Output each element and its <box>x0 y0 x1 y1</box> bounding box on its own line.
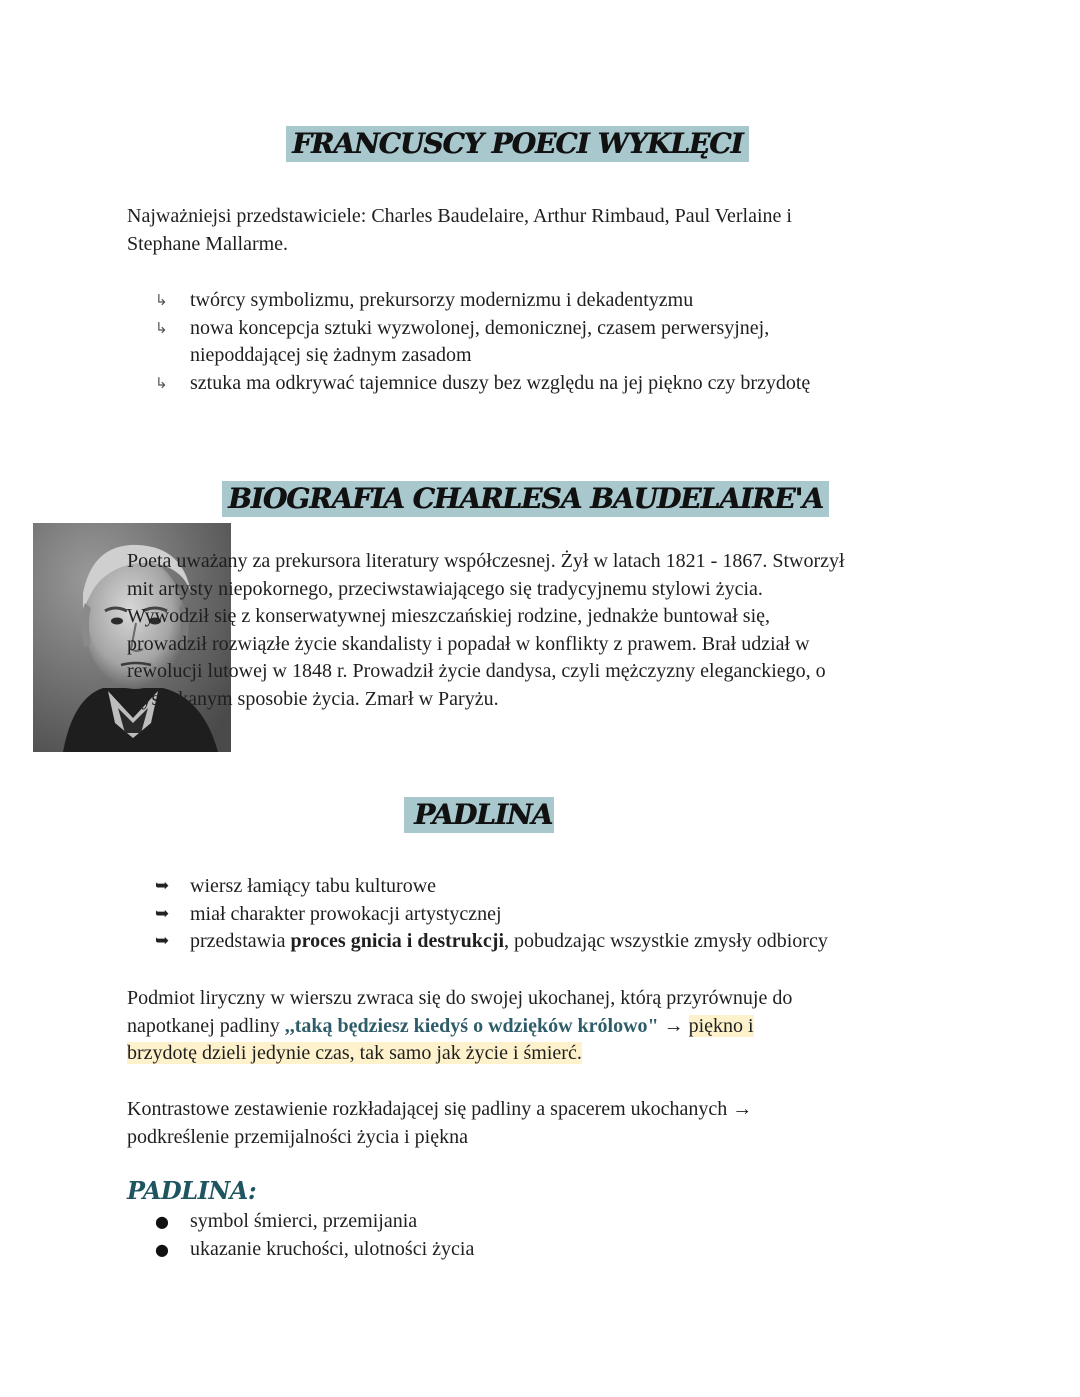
list-item-text: ukazanie kruchości, ulotności życia <box>190 1237 475 1260</box>
padlina-paragraph-1 <box>127 985 1027 1068</box>
list-item-text-end: , pobudzając wszystkie zmysły odbiorcy <box>504 930 828 952</box>
padlina-paragraph-2 <box>127 1096 1027 1151</box>
biography-line: Wywodził się z konserwatywnej mieszczańskiej rodzine, jednakże buntował się, <box>127 605 771 627</box>
list-item <box>127 315 1007 370</box>
biography-line: prowadził rozwiązłe życie skandalisty i popadał w konflikty z prawem. Brał udział w <box>127 632 810 655</box>
list-item-text: nowa koncepcja sztuki wyzwolonej, demonicznej, czasem perwersyjnej, <box>190 316 770 339</box>
representatives-line-2: Stephane Mallarme. <box>127 232 289 255</box>
highlighted-text: brzydotę dzieli jedynie czas, tak samo jak życie i śmierć. <box>127 1042 582 1064</box>
list-item-text: wiersz łamiący tabu kulturowe <box>190 875 437 897</box>
fat-arrow-icon: ➥ <box>155 903 170 924</box>
biography-line: Poeta uważany za prekursora literatury współczesnej. Żył w latach 1821 - 1867. Stworzył <box>127 550 845 572</box>
bullet-dot-icon: ● <box>155 1239 169 1259</box>
fat-arrow-icon: ➥ <box>155 876 170 896</box>
biography-line: rewolucji lutowej w 1848 r. Prowadził życie dandysa, czyli mężczyzny eleganckiego, o <box>127 660 826 682</box>
heading-biografia: BIOGRAFIA CHARLESA BAUDELAIRE'A <box>222 481 829 517</box>
small-arrow-icon: ↳ <box>155 373 168 392</box>
list-item <box>127 873 1027 901</box>
small-arrow-icon: ↳ <box>155 318 168 337</box>
representatives-paragraph <box>127 203 987 258</box>
list-item <box>127 928 1027 956</box>
intro-bullet-list <box>127 287 1007 397</box>
list-item-bold-text: proces gnicia i destrukcji <box>290 930 505 952</box>
paragraph-line: Kontrastowe zestawienie rozkładającej się padliny a spacerem ukochanych → <box>127 1098 753 1120</box>
bullet-dot-icon: ● <box>155 1212 169 1231</box>
list-item-text: sztuka ma odkrywać tajemnice duszy bez względu na jej piękno czy brzydotę <box>190 371 811 394</box>
list-item-text: przedstawia <box>190 930 291 952</box>
list-item-text: symbol śmierci, przemijania <box>190 1210 418 1232</box>
padlina-bullet-list <box>127 873 1027 956</box>
list-item <box>127 901 1027 929</box>
heading-poeci-wykleci: FRANCUSCY POECI WYKLĘCI <box>286 126 749 162</box>
list-item-text-continued: niepoddającej się żadnym zasadom <box>190 344 472 366</box>
list-item <box>127 287 1007 315</box>
paragraph-line: Podmiot liryczny w wierszu zwraca się do swojej ukochanej, którą przyrównuje do <box>127 987 793 1009</box>
paragraph-line: podkreślenie przemijalności życia i piękna <box>127 1125 468 1148</box>
list-item-text: miał charakter prowokacji artystycznej <box>190 902 502 925</box>
poem-quote: ,,taką będziesz kiedyś o wdzięków królowo" <box>284 1014 659 1037</box>
fat-arrow-icon: ➥ <box>155 931 170 951</box>
padlina-subheading: PADLINA: <box>127 1176 257 1205</box>
list-item-text: twórcy symbolizmu, prekursorzy modernizmu i dekadentyzmu <box>190 289 694 311</box>
list-item <box>127 370 1007 398</box>
small-arrow-icon: ↳ <box>155 291 168 309</box>
representatives-line-1: Najważniejsi przedstawiciele: Charles Baudelaire, Arthur Rimbaud, Paul Verlaine i <box>127 205 792 227</box>
arrow-separator: → <box>658 1014 689 1037</box>
biography-line: wyszukanym sposobie życia. Zmarł w Paryżu. <box>127 687 499 710</box>
paragraph-line: napotkanej padliny <box>127 1014 285 1037</box>
heading-padlina: PADLINA <box>404 797 554 833</box>
list-item <box>127 1208 1027 1236</box>
list-item <box>127 1236 1027 1264</box>
highlighted-text: piękno i <box>688 1014 754 1037</box>
padlina-symbol-list <box>127 1208 1027 1263</box>
biography-line: mit artysty niepokornego, przeciwstawiającego się tradycyjnemu stylowi życia. <box>127 577 763 600</box>
biography-paragraph <box>127 548 1027 713</box>
